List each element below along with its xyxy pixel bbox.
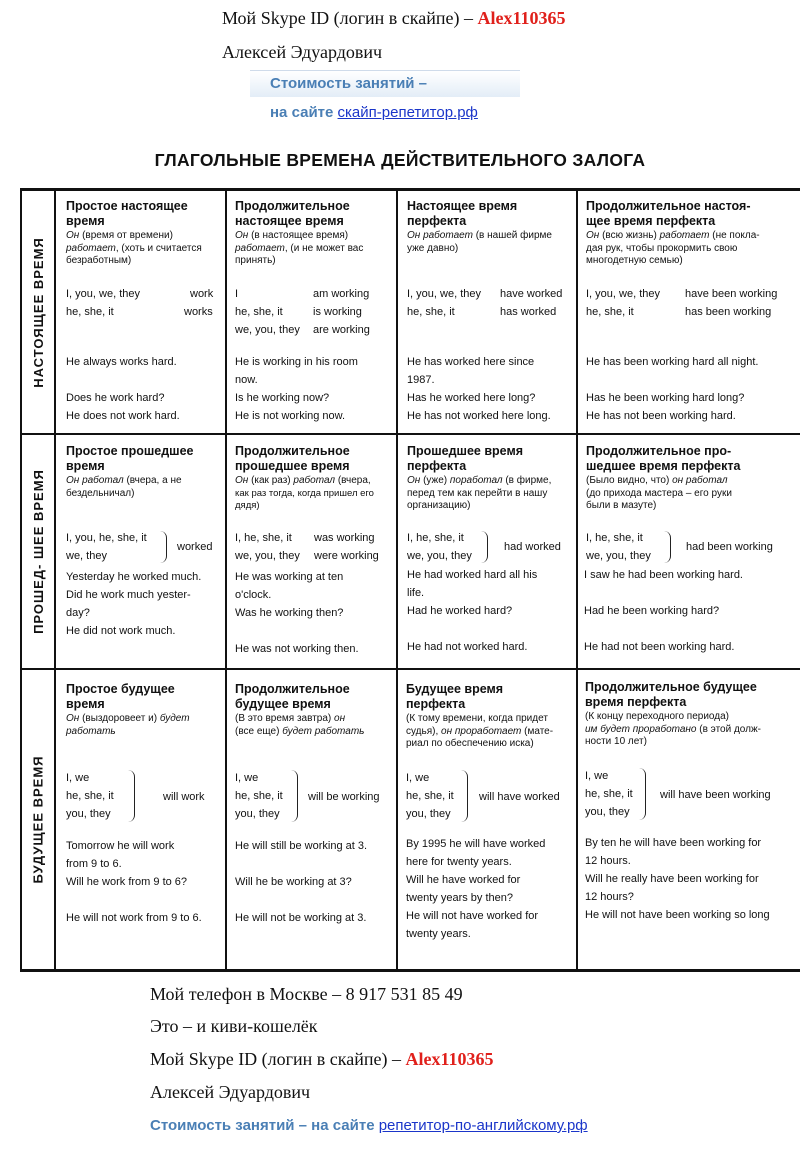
example-negative: He will not have worked for — [406, 910, 539, 922]
conjugation-future-perfect: I, we he, she, it you, they will have worked — [406, 772, 560, 820]
cell-past-perfect-continuous — [586, 444, 786, 513]
conjugation-present-perfect-continuous: I, you, we, they have been working he, she, it has been working — [586, 288, 778, 318]
header-skype-id: Alex110365 — [477, 8, 566, 28]
example-question: Had he worked hard? — [407, 605, 513, 617]
cell-past-continuous — [235, 444, 393, 513]
example-negative: He will not have been working so long — [585, 909, 770, 921]
conjugation-past-perfect-continuous: I, he, she, it we, you, they had been working — [586, 532, 773, 562]
header-skype-label: Мой Skype ID (логин в скайпе) – — [222, 8, 474, 28]
cell-past-simple — [66, 444, 222, 500]
cell-future-perfect — [406, 682, 574, 751]
side-label-past: ПРОШЕД- ШЕЕ ВРЕМЯ — [30, 469, 46, 634]
footer-skype-line — [150, 1049, 494, 1070]
examples-future-continuous — [235, 837, 393, 927]
example-affirmative: He has been working hard all night. — [586, 356, 759, 368]
cell-description: Он (как раз) работал (вчера, как раз тогда, когда пришел его дядя) — [235, 475, 374, 511]
footer-skype-id: Alex110365 — [405, 1049, 494, 1069]
brace — [128, 770, 135, 822]
cell-title: Продолжительное будущее время — [235, 682, 350, 711]
example-question: Did he work much yester- — [66, 589, 191, 601]
example-affirmative: He is working in his room — [235, 356, 358, 368]
example-affirmative: Tomorrow he will work — [66, 840, 175, 852]
cell-present-perfect-continuous — [586, 199, 786, 268]
cell-future-continuous — [235, 682, 393, 738]
footer-qiwi: Это – и киви-кошелёк — [150, 1016, 318, 1036]
example-affirmative: By ten he will have been working for — [585, 837, 762, 849]
example-negative: He will not work from 9 to 6. — [66, 912, 202, 924]
example-question: Will he be working at 3? — [235, 876, 352, 888]
examples-past-perfect-continuous — [584, 566, 784, 656]
example-negative: He had not worked hard. — [407, 641, 528, 653]
cell-future-simple — [66, 682, 222, 738]
header-site-link[interactable]: скайп-репетитор.рф — [337, 104, 478, 121]
cell-title: Продолжительное настоя- щее время перфекта — [586, 199, 751, 228]
example-question: Is he working now? — [235, 392, 330, 404]
examples-future-simple: Tomorrow he will work from 9 to 6. Will he work from 9 to 6? He will not work from 9 to 6. — [66, 837, 222, 927]
footer-cost-line — [150, 1117, 588, 1134]
header-cost-prefix: на сайте — [270, 104, 334, 121]
cell-title: Прошедшее время перфекта — [407, 444, 524, 473]
cell-description: (Было видно, что) он работал (до прихода мастера – его руки были в мазуте) — [586, 475, 732, 511]
example-negative: He has not worked here long. — [407, 410, 551, 422]
examples-future-perfect-continuous: By ten he will have been working for 12 hours. Will he really have been working for 12 hours? He will not have been working so long — [585, 834, 797, 924]
examples-past-continuous: He was working at ten o'clock. Was he working then? He was not working then. — [235, 568, 393, 658]
cell-present-simple — [66, 199, 222, 268]
example-negative: He had not been working hard. — [584, 641, 735, 653]
header-name: Алексей Эдуардович — [222, 42, 383, 62]
example-question: Will he have worked for — [406, 874, 521, 886]
conjugation-present-perfect: I, you, we, they have worked he, she, it has worked — [407, 288, 563, 318]
conjugation-past-perfect: I, he, she, it we, you, they had worked — [407, 532, 561, 562]
examples-present-perfect: He has worked here since 1987. Has he worked here long? He has not worked here long. — [407, 353, 573, 425]
footer-name: Алексей Эдуардович — [150, 1082, 311, 1102]
example-question: Has he worked here long? — [407, 392, 536, 404]
conjugation-past-continuous: I, he, she, it was working we, you, they were working — [235, 532, 379, 562]
cell-present-perfect — [407, 199, 573, 255]
cell-future-perfect-continuous — [585, 680, 795, 749]
col-divider — [225, 188, 227, 972]
brace — [160, 531, 167, 563]
header-cost-label: Стоимость занятий – — [270, 75, 428, 92]
page-title: ГЛАГОЛЬНЫЕ ВРЕМЕНА ДЕЙСТВИТЕЛЬНОГО ЗАЛОГА — [154, 150, 646, 170]
conjugation-future-simple: I, we he, she, it you, they will work — [66, 772, 205, 820]
example-affirmative: He had worked hard all his — [407, 569, 538, 581]
brace — [291, 770, 298, 822]
conjugation-present-continuous: I am working he, she, it is working we, you, they are working — [235, 288, 370, 336]
example-negative: He does not work hard. — [66, 410, 180, 422]
conjugation-present-simple: I, you, we, they work he, she, it works — [66, 288, 214, 318]
cell-title: Продолжительное настоящее время — [235, 199, 350, 228]
cell-description: Он работает (в нашей фирме уже давно) — [407, 230, 552, 254]
cell-title: Простое настоящее время — [66, 199, 188, 228]
example-negative: He did not work much. — [66, 625, 176, 637]
row-divider — [20, 433, 800, 435]
example-question: Has he been working hard long? — [586, 392, 745, 404]
examples-past-perfect: He had worked hard all his life. Had he worked hard? He had not worked hard. — [407, 566, 573, 656]
example-negative: He has not been working hard. — [586, 410, 736, 422]
example-affirmative: By 1995 he will have worked — [406, 838, 546, 850]
footer-site-link[interactable]: репетитор-по-английскому.рф — [378, 1117, 588, 1134]
cell-description: Он (всю жизнь) работает (не покла- дая рук, чтобы прокормить свою многодетную семью) — [586, 230, 760, 266]
example-affirmative: He will still be working at 3. — [235, 840, 368, 852]
example-negative: He was not working then. — [235, 643, 359, 655]
example-question: Does he work hard? — [66, 392, 165, 404]
examples-present-simple — [66, 353, 222, 425]
example-question: Had he been working hard? — [584, 605, 720, 617]
cell-title: Будущее время перфекта — [406, 682, 504, 711]
example-question: Will he work from 9 to 6? — [66, 876, 188, 888]
brace — [664, 531, 671, 563]
examples-present-continuous: He is working in his room now. Is he working now? He is not working now. — [235, 353, 393, 425]
row-divider — [20, 668, 800, 670]
cell-description: Он (время от времени) работает, (хоть и считается безработным) — [66, 230, 202, 266]
side-label-present: НАСТОЯЩЕЕ ВРЕМЯ — [30, 236, 46, 388]
brace — [481, 531, 488, 563]
header-cost-line — [270, 104, 478, 121]
footer-skype-label: Мой Skype ID (логин в скайпе) – — [150, 1049, 402, 1069]
examples-future-perfect: By 1995 he will have worked here for twenty years. Will he have worked for twenty years by then? He will not have worked for twenty years. — [406, 835, 574, 943]
example-affirmative: He was working at ten — [235, 571, 344, 583]
example-affirmative: I saw he had been working hard. — [584, 569, 743, 581]
cell-description: Он работал (вчера, а не бездельничал) — [66, 475, 182, 499]
cell-title: Продолжительное прошедшее время — [235, 444, 350, 473]
example-affirmative: Yesterday he worked much. — [66, 571, 202, 583]
col-divider — [576, 188, 578, 972]
cell-title: Продолжительное будущее время перфекта — [585, 680, 757, 709]
cell-description: Он (в настоящее время) работает, (и не может вас принять) — [235, 230, 364, 266]
cell-title: Продолжительное про- шедшее время перфекта — [586, 444, 741, 473]
header-skype-line — [222, 8, 566, 29]
example-question: Was he working then? — [235, 607, 344, 619]
conjugation-future-continuous: I, we he, she, it you, they will be working — [235, 772, 380, 820]
cell-past-perfect — [407, 444, 573, 513]
examples-past-simple: Yesterday he worked much. Did he work much yester- day? He did not work much. — [66, 568, 222, 640]
example-affirmative: He always works hard. — [66, 356, 177, 368]
cell-title: Простое прошедшее время — [66, 444, 194, 473]
cell-description: (В это время завтра) он (все еще) будет работать — [235, 713, 365, 737]
cell-title: Настоящее время перфекта — [407, 199, 518, 228]
cell-description: Он (уже) поработал (в фирме, перед тем как перейти в нашу организацию) — [407, 475, 552, 511]
brace — [639, 768, 646, 820]
example-negative: He will not be working at 3. — [235, 912, 367, 924]
example-negative: He is not working now. — [235, 410, 346, 422]
footer-phone: Мой телефон в Москве – 8 917 531 85 49 — [150, 984, 463, 1004]
side-label-future: БУДУЩЕЕ ВРЕМЯ — [30, 755, 46, 884]
example-affirmative: He has worked here since — [407, 356, 535, 368]
brace — [461, 770, 468, 822]
footer-cost-label: Стоимость занятий – на сайте — [150, 1117, 375, 1134]
example-question: Will he really have been working for — [585, 873, 759, 885]
conjugation-future-perfect-continuous: I, we he, she, it you, they will have been working — [585, 770, 771, 818]
cell-description: (К концу переходного периода) им будет проработано (в этой долж- ности 10 лет) — [585, 711, 761, 747]
cell-description: (К тому времени, когда придет судья), он проработает (мате- риал по обеспечению иска) — [406, 713, 554, 749]
examples-present-perfect-continuous — [586, 353, 786, 425]
cell-description: Он (выздоровеет и) будет работать — [66, 713, 190, 737]
col-divider — [396, 188, 398, 972]
cell-present-continuous — [235, 199, 393, 268]
cell-title: Простое будущее время — [66, 682, 175, 711]
conjugation-past-simple: I, you, he, she, it we, they worked — [66, 532, 213, 562]
